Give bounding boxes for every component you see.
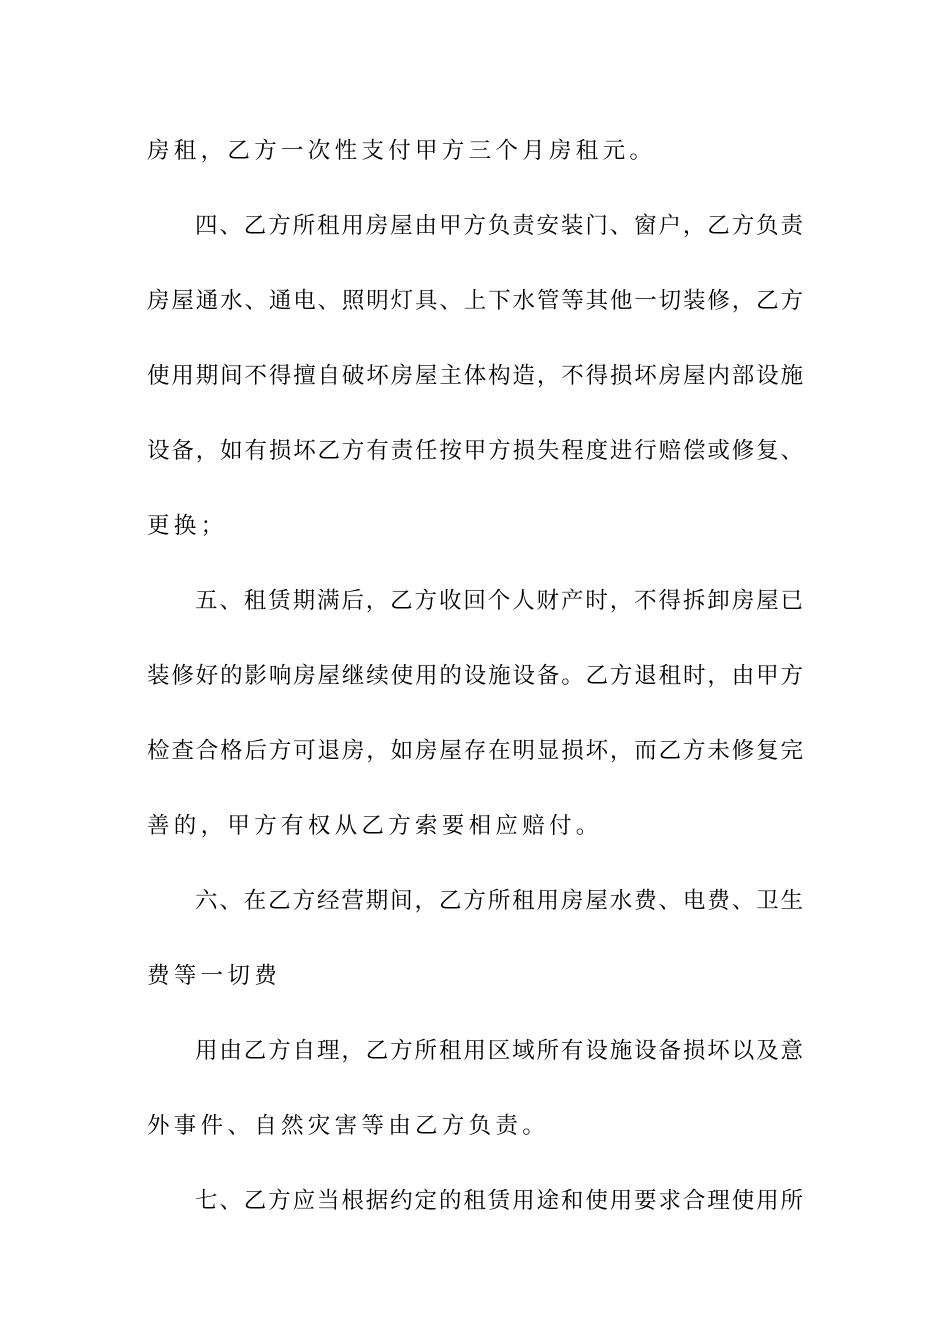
paragraph-6-first-line: 六、在乙方经营期间，乙方所租用房屋水费、电费、卫生 <box>195 888 803 914</box>
paragraph-4-first-line: 四、乙方所租用房屋由甲方负责安装门、窗户，乙方负责 <box>195 213 803 239</box>
text-line: 更换； <box>147 513 228 539</box>
paragraph-5-first-line: 五、租赁期满后，乙方收回个人财产时，不得拆卸房屋已 <box>195 588 803 614</box>
text-line: 房租，乙方一次性支付甲方三个月房租元。 <box>147 138 657 164</box>
text-line: 使用期间不得擅自破坏房屋主体构造，不得损坏房屋内部设施 <box>147 363 803 389</box>
paragraph-7-first-line: 七、乙方应当根据约定的租赁用途和使用要求合理使用所 <box>195 1188 803 1214</box>
paragraph-continued-line: 用由乙方自理，乙方所租用区域所有设施设备损坏以及意 <box>195 1038 803 1064</box>
text-line: 房屋通水、通电、照明灯具、上下水管等其他一切装修，乙方 <box>147 288 803 314</box>
text-line: 外事件、自然灾害等由乙方负责。 <box>147 1113 550 1139</box>
text-line: 善的，甲方有权从乙方索要相应赔付。 <box>147 813 603 839</box>
text-line: 装修好的影响房屋继续使用的设施设备。乙方退租时，由甲方 <box>147 663 803 689</box>
text-line: 检查合格后方可退房，如房屋存在明显损坏，而乙方未修复完 <box>147 738 803 764</box>
text-line: 费等一切费 <box>147 963 282 989</box>
text-line: 设备，如有损坏乙方有责任按甲方损失程度进行赔偿或修复、 <box>147 438 803 464</box>
